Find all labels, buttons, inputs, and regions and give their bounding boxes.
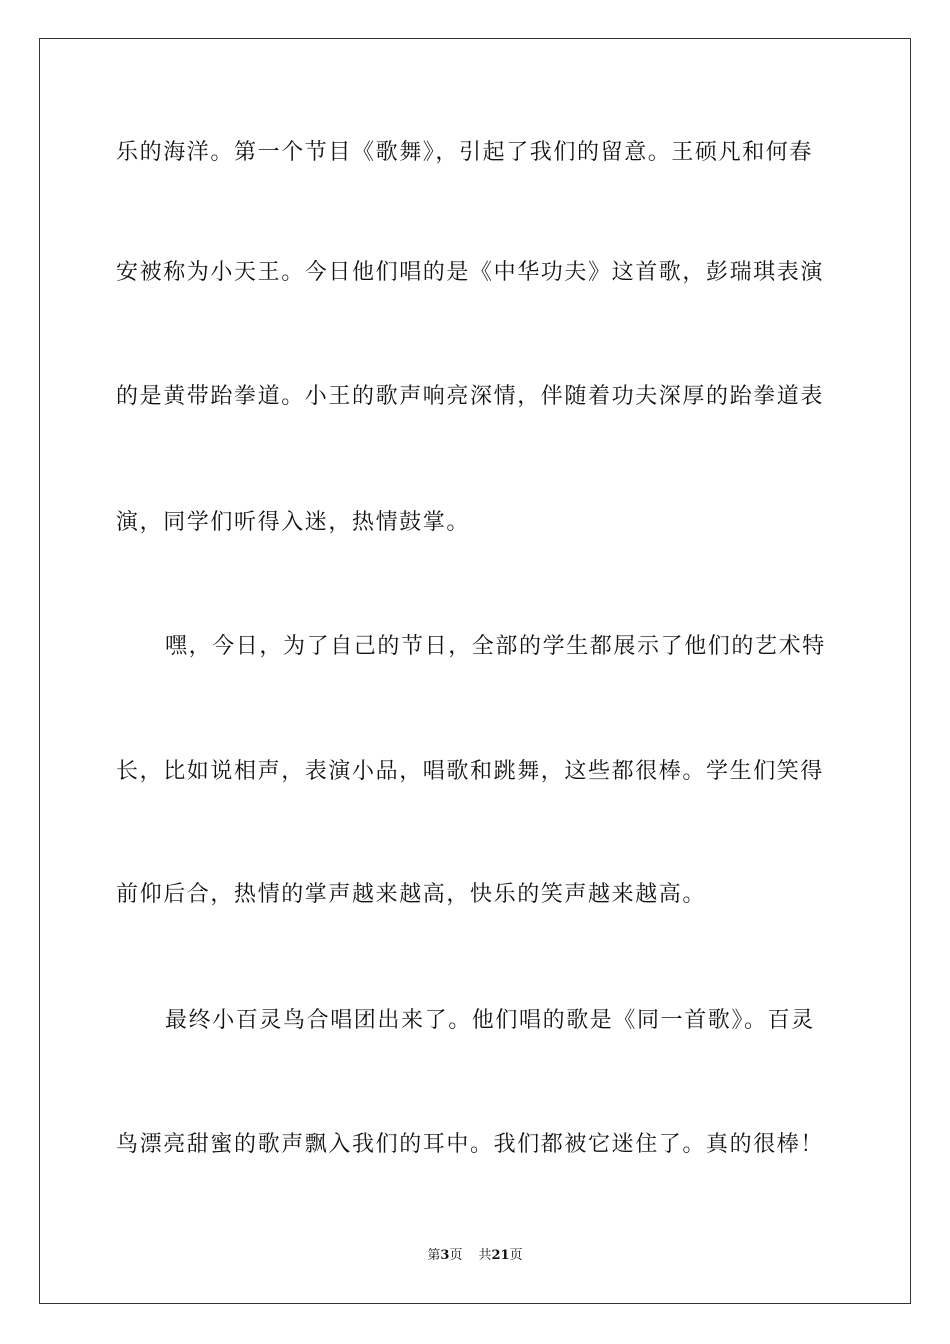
- total-suffix: 页: [509, 1248, 523, 1263]
- total-pages: 21: [491, 1248, 510, 1263]
- text-line-1: 乐的海洋。第一个节目《歌舞》，引起了我们的留意。王硕凡和何春: [116, 140, 814, 165]
- text-line-3: 的是黄带跆拳道。小王的歌声响亮深情，伴随着功夫深厚的跆拳道表: [116, 384, 825, 409]
- text-line-6: 长，比如说相声，表演小品，唱歌和跳舞，这些都很棒。学生们笑得: [116, 759, 825, 784]
- text-line-2: 安被称为小天王。今日他们唱的是《中华功夫》这首歌，彭瑞琪表演: [116, 260, 825, 285]
- page-border: [39, 38, 911, 1304]
- text-line-4: 演，同学们听得入迷，热情鼓掌。: [116, 510, 471, 535]
- text-line-5: 嘿，今日，为了自己的节日，全部的学生都展示了他们的艺术特: [165, 634, 826, 659]
- text-line-9: 鸟漂亮甜蜜的歌声飘入我们的耳中。我们都被它迷住了。真的很棒！: [116, 1132, 825, 1157]
- page-footer: [0, 1246, 950, 1266]
- page-prefix: 第: [427, 1248, 441, 1263]
- text-line-7: 前仰后合，热情的掌声越来越高，快乐的笑声越来越高。: [116, 882, 707, 907]
- total-prefix: 共: [478, 1248, 492, 1263]
- page-suffix: 页: [449, 1248, 463, 1263]
- text-line-8: 最终小百灵鸟合唱团出来了。他们唱的歌是《同一首歌》。百灵: [165, 1008, 815, 1033]
- page-number: 3: [440, 1248, 450, 1263]
